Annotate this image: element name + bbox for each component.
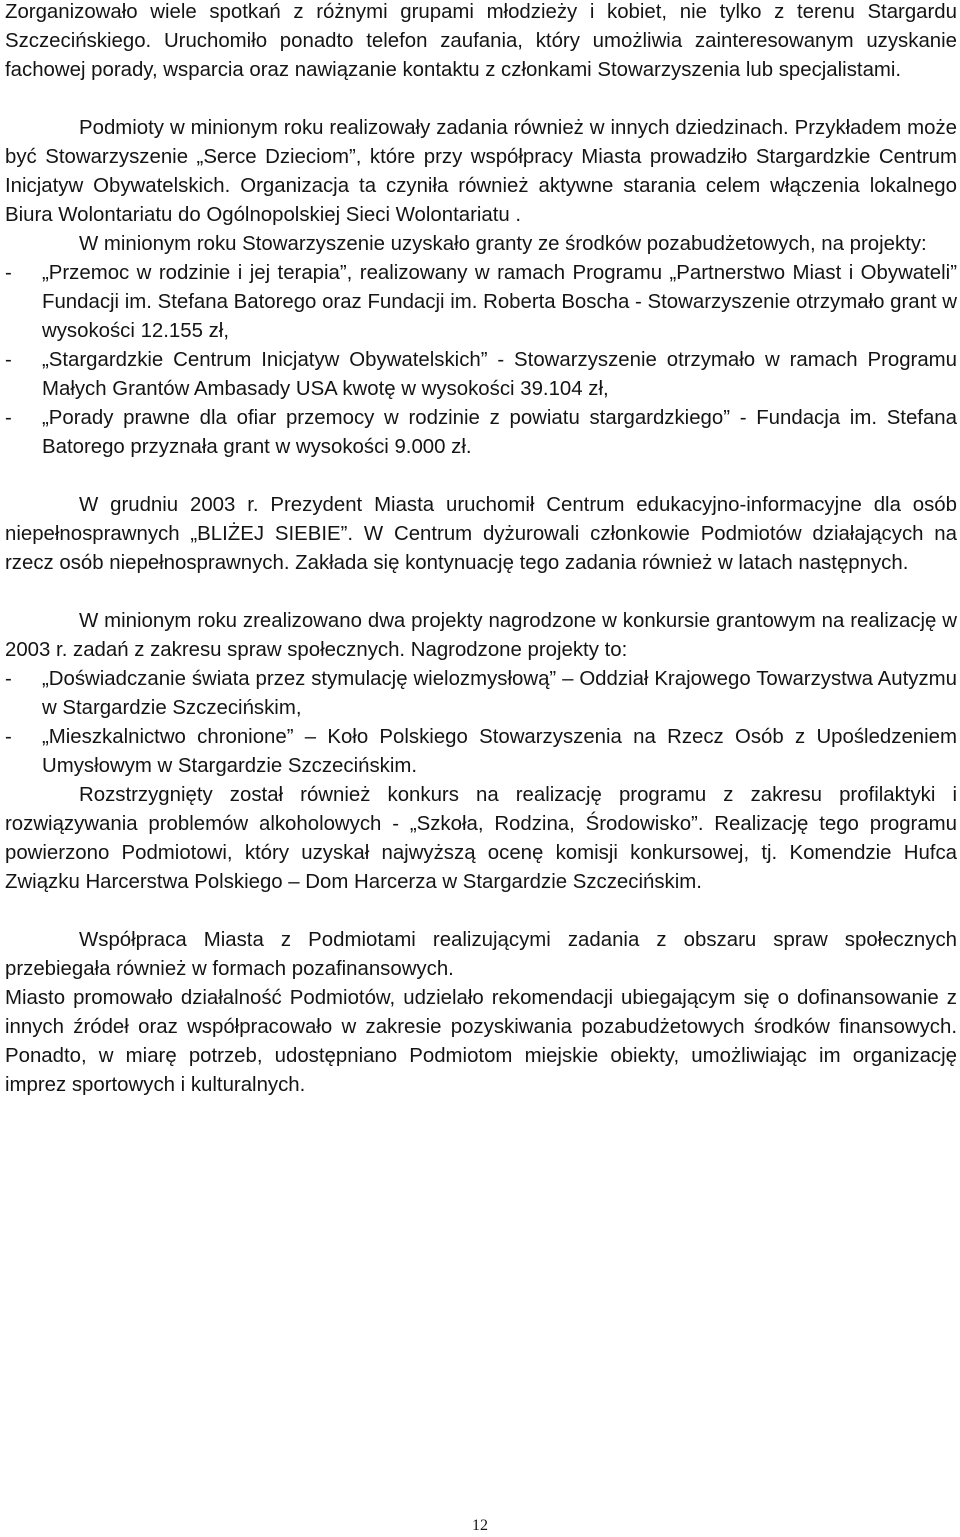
list-dash: -: [5, 262, 12, 284]
grant-list: [5, 259, 957, 462]
paragraph-7: Współpraca Miasta z Podmiotami realizującymi zadania z obszaru spraw społecznych przebiegała również w formach pozafinansowych.: [5, 929, 957, 980]
paragraph-1: Zorganizowało wiele spotkań z różnymi grupami młodzieży i kobiet, nie tylko z terenu Stargardu Szczecińskiego. Uruchomiło ponadto telefon zaufania, który umożliwia zainteresowanym uzyskanie fachowej porady, wsparcia oraz nawiązanie kontaktu z członkami Stowarzyszenia lub specjalistami.: [5, 1, 957, 81]
page-number: 12: [472, 1517, 488, 1534]
list-item-text: „Mieszkalnictwo chronione” – Koło Polskiego Stowarzyszenia na Rzecz Osób z Upośledzeniem Umysłowym w Stargardzie Szczecińskim.: [42, 726, 957, 777]
paragraph-3: W minionym roku Stowarzyszenie uzyskało granty ze środków pozabudżetowych, na projekty:: [79, 233, 927, 255]
list-dash: -: [5, 349, 12, 371]
list-item: [5, 404, 957, 462]
paragraph-5: W minionym roku zrealizowano dwa projekty nagrodzone w konkursie grantowym na realizację w 2003 r. zadań z zakresu spraw społecznych. Nagrodzone projekty to:: [5, 610, 957, 661]
list-item-text: „Przemoc w rodzinie i jej terapia”, realizowany w ramach Programu „Partnerstwo Miast i Obywateli” Fundacji im. Stefana Batorego oraz Fundacji im. Roberta Boscha - Stowarzyszenie otrzymało grant w wysokości 12.155 zł,: [42, 262, 957, 342]
list-item-text: „Stargardzkie Centrum Inicjatyw Obywatelskich” - Stowarzyszenie otrzymało w ramach Programu Małych Grantów Ambasady USA kwotę w wysokości 39.104 zł,: [42, 349, 957, 400]
paragraph-4: W grudniu 2003 r. Prezydent Miasta uruchomił Centrum edukacyjno-informacyjne dla osób niepełnosprawnych „BLIŻEJ SIEBIE”. W Centrum dyżurowali członkowie Podmiotów działających na rzecz osób niepełnosprawnych. Zakłada się kontynuację tego zadania również w latach następnych.: [5, 494, 957, 574]
list-item-text: „Porady prawne dla ofiar przemocy w rodzinie z powiatu stargardzkiego” - Fundacja im. Stefana Batorego przyznała grant w wysokości 9.000 zł.: [42, 407, 957, 458]
paragraph-8: Miasto promowało działalność Podmiotów, udzielało rekomendacji ubiegającym się o dofinansowanie z innych źródeł oraz współpracowało w zakresie pozyskiwania pozabudżetowych środków finansowych. Ponadto, w miarę potrzeb, udostępniano Podmiotom miejskie obiekty, umożliwiając im organizację imprez sportowych i kulturalnych.: [5, 987, 957, 1096]
list-item: [5, 346, 957, 404]
list-dash: -: [5, 726, 12, 748]
list-dash: -: [5, 668, 12, 690]
list-dash: -: [5, 407, 12, 429]
paragraph-2: Podmioty w minionym roku realizowały zadania również w innych dziedzinach. Przykładem może być Stowarzyszenie „Serce Dzieciom”, które przy współpracy Miasta prowadziło Stargardzkie Centrum Inicjatyw Obywatelskich. Organizacja ta czyniła również aktywne starania celem włączenia lokalnego Biura Wolontariatu do Ogólnopolskiej Sieci Wolontariatu .: [5, 117, 957, 226]
document-page: [5, 0, 957, 1100]
project-list: [5, 665, 957, 781]
list-item-text: „Doświadczanie świata przez stymulację wielozmysłową” – Oddział Krajowego Towarzystwa Autyzmu w Stargardzie Szczecińskim,: [42, 668, 957, 719]
list-item: [5, 259, 957, 346]
list-item: [5, 723, 957, 781]
list-item: [5, 665, 957, 723]
paragraph-6: Rozstrzygnięty został również konkurs na realizację programu z zakresu profilaktyki i rozwiązywania problemów alkoholowych - „Szkoła, Rodzina, Środowisko”. Realizację tego programu powierzono Podmiotowi, który uzyskał najwyższą ocenę komisji konkursowej, tj. Komendzie Hufca Związku Harcerstwa Polskiego – Dom Harcerza w Stargardzie Szczecińskim.: [5, 784, 957, 893]
